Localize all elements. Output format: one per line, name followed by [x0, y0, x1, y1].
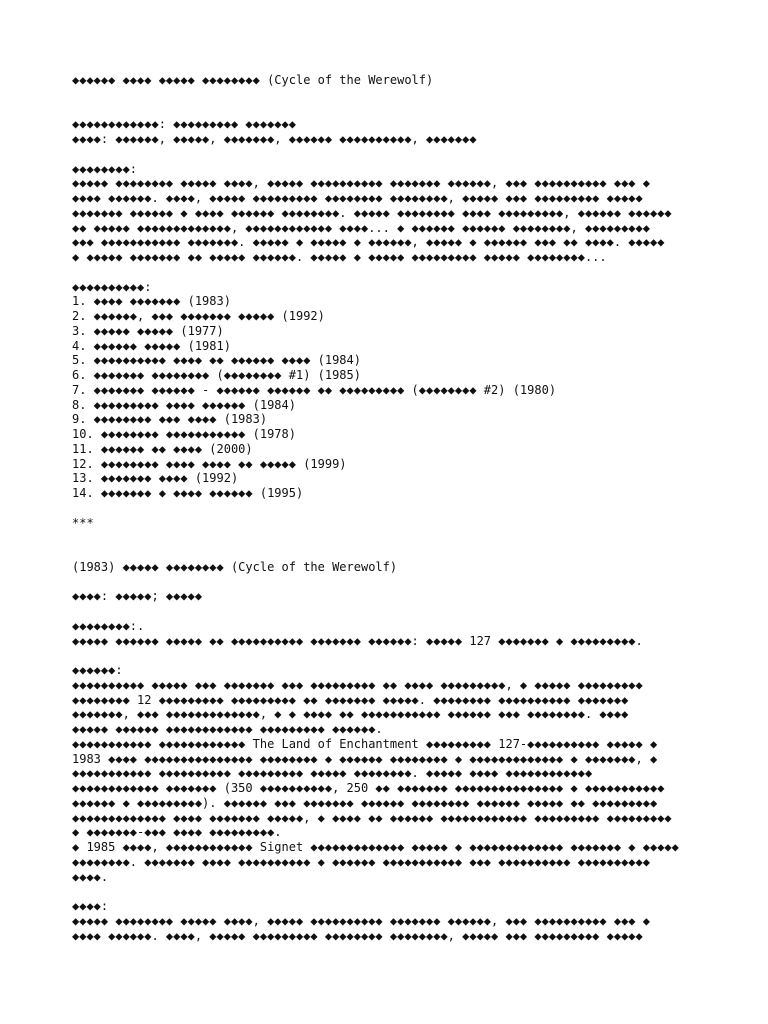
text-line: 8. ◆◆◆◆◆◆◆◆◆ ◆◆◆◆ ◆◆◆◆◆◆ (1984)	[72, 397, 296, 412]
text-line: ◆◆◆◆◆◆◆, ◆◆◆ ◆◆◆◆◆◆◆◆◆◆◆◆◆, ◆ ◆ ◆◆◆◆ ◆◆ ◆◆◆◆◆◆◆◆◆◆◆ ◆◆◆◆◆◆ ◆◆◆ ◆◆◆◆◆◆◆◆. ◆◆◆◆	[72, 707, 629, 722]
text-line: 13. ◆◆◆◆◆◆◆ ◆◆◆◆ (1992)	[72, 471, 239, 486]
text-line: 4. ◆◆◆◆◆◆ ◆◆◆◆◆ (1981)	[72, 338, 231, 353]
text-line: 11. ◆◆◆◆◆◆ ◆◆ ◆◆◆◆ (2000)	[72, 441, 253, 456]
text-line: ◆◆◆◆: ◆◆◆◆◆; ◆◆◆◆◆	[72, 589, 203, 604]
text-line: 9. ◆◆◆◆◆◆◆◆ ◆◆◆ ◆◆◆◆ (1983)	[72, 412, 268, 427]
text-line: ◆◆◆◆◆◆◆◆◆◆ ◆◆◆◆◆ ◆◆◆ ◆◆◆◆◆◆◆ ◆◆◆ ◆◆◆◆◆◆◆◆◆ ◆◆ ◆◆◆◆ ◆◆◆◆◆◆◆◆◆, ◆ ◆◆◆◆◆ ◆◆◆◆◆◆◆◆◆	[72, 677, 643, 692]
text-line: ◆◆◆◆:	[72, 899, 109, 913]
text-line: ◆◆◆◆◆◆ ◆◆◆◆ ◆◆◆◆◆ ◆◆◆◆◆◆◆◆ (Cycle of the Werewolf)	[72, 73, 434, 87]
text-line: 1983 ◆◆◆◆ ◆◆◆◆◆◆◆◆◆◆◆◆◆◆◆ ◆◆◆◆◆◆◆◆ ◆ ◆◆◆◆◆◆ ◆◆◆◆◆◆◆◆ ◆ ◆◆◆◆◆◆◆◆◆◆◆◆◆ ◆ ◆◆◆◆◆◆◆, ◆	[72, 751, 658, 766]
text-line: ◆◆◆◆ ◆◆◆◆◆◆. ◆◆◆◆, ◆◆◆◆◆ ◆◆◆◆◆◆◆◆◆ ◆◆◆◆◆◆◆◆ ◆◆◆◆◆◆◆◆, ◆◆◆◆◆ ◆◆◆ ◆◆◆◆◆◆◆◆◆ ◆◆◆◆◆	[72, 191, 643, 205]
text-line: 5. ◆◆◆◆◆◆◆◆◆◆ ◆◆◆◆ ◆◆ ◆◆◆◆◆◆ ◆◆◆◆ (1984)	[72, 353, 361, 368]
text-line: ◆◆◆◆◆◆◆◆◆◆◆ ◆◆◆◆◆◆◆◆◆◆◆◆ The Land of Enchantment ◆◆◆◆◆◆◆◆◆ 127-◆◆◆◆◆◆◆◆◆◆ ◆◆◆◆◆ ◆	[72, 736, 658, 751]
text-line: ◆◆◆◆◆◆◆◆◆◆◆◆◆ ◆◆◆◆ ◆◆◆◆◆◆◆ ◆◆◆◆◆, ◆ ◆◆◆◆ ◆◆ ◆◆◆◆◆◆ ◆◆◆◆◆◆◆◆◆◆◆◆ ◆◆◆◆◆◆◆◆◆ ◆◆◆◆◆◆◆◆◆	[72, 810, 672, 825]
text-line: 10. ◆◆◆◆◆◆◆◆ ◆◆◆◆◆◆◆◆◆◆◆ (1978)	[72, 427, 296, 441]
text-line: ◆◆◆◆◆◆◆◆:	[72, 161, 138, 176]
text-line: (1983) ◆◆◆◆◆ ◆◆◆◆◆◆◆◆ (Cycle of the Werewolf)	[72, 559, 398, 574]
text-line: 3. ◆◆◆◆◆ ◆◆◆◆◆ (1977)	[72, 323, 224, 338]
text-line: ◆◆◆◆◆◆◆◆. ◆◆◆◆◆◆◆ ◆◆◆◆ ◆◆◆◆◆◆◆◆◆◆ ◆ ◆◆◆◆◆◆ ◆◆◆◆◆◆◆◆◆◆◆ ◆◆◆ ◆◆◆◆◆◆◆◆◆◆ ◆◆◆◆◆◆◆◆◆◆	[72, 854, 650, 869]
text-line: ◆◆◆◆◆◆:	[72, 663, 123, 677]
blank-line	[72, 530, 712, 545]
text-line: ◆ ◆◆◆◆◆ ◆◆◆◆◆◆◆ ◆◆ ◆◆◆◆◆ ◆◆◆◆◆◆. ◆◆◆◆◆ ◆ ◆◆◆◆◆ ◆◆◆◆◆◆◆◆◆ ◆◆◆◆◆ ◆◆◆◆◆◆◆◆...	[72, 250, 607, 264]
text-line: 2. ◆◆◆◆◆◆, ◆◆◆ ◆◆◆◆◆◆◆ ◆◆◆◆◆ (1992)	[72, 309, 325, 323]
text-line: 7. ◆◆◆◆◆◆◆ ◆◆◆◆◆◆ - ◆◆◆◆◆◆ ◆◆◆◆◆◆ ◆◆ ◆◆◆◆◆◆◆◆◆ (◆◆◆◆◆◆◆◆ #2) (1980)	[72, 382, 557, 397]
text-line: ***	[72, 515, 94, 530]
blank-line	[72, 103, 712, 118]
text-line: 1. ◆◆◆◆ ◆◆◆◆◆◆◆ (1983)	[72, 294, 231, 309]
text-line: ◆◆◆◆◆◆◆◆◆◆◆◆: ◆◆◆◆◆◆◆◆◆ ◆◆◆◆◆◆◆	[72, 117, 296, 132]
text-line: ◆◆◆◆◆◆◆◆ 12 ◆◆◆◆◆◆◆◆◆ ◆◆◆◆◆◆◆◆◆ ◆◆ ◆◆◆◆◆◆◆ ◆◆◆◆◆. ◆◆◆◆◆◆◆◆ ◆◆◆◆◆◆◆◆◆◆ ◆◆◆◆◆◆◆	[72, 692, 629, 707]
text-line: ◆◆◆◆◆◆◆◆◆◆◆ ◆◆◆◆◆◆◆◆◆◆ ◆◆◆◆◆◆◆◆◆ ◆◆◆◆◆ ◆◆◆◆◆◆◆◆. ◆◆◆◆◆ ◆◆◆◆ ◆◆◆◆◆◆◆◆◆◆◆◆	[72, 766, 593, 781]
blank-line	[72, 88, 712, 103]
blank-line	[72, 575, 712, 590]
text-line: ◆◆◆◆◆ ◆◆◆◆◆◆◆◆ ◆◆◆◆◆ ◆◆◆◆, ◆◆◆◆◆ ◆◆◆◆◆◆◆◆◆◆ ◆◆◆◆◆◆◆ ◆◆◆◆◆◆, ◆◆◆ ◆◆◆◆◆◆◆◆◆◆ ◆◆◆ ◆	[72, 176, 650, 191]
text-line: ◆◆◆◆: ◆◆◆◆◆◆, ◆◆◆◆◆, ◆◆◆◆◆◆◆, ◆◆◆◆◆◆ ◆◆◆◆◆◆◆◆◆◆, ◆◆◆◆◆◆◆	[72, 132, 477, 146]
text-line: ◆◆◆◆◆◆◆ ◆◆◆◆◆◆ ◆ ◆◆◆◆ ◆◆◆◆◆◆ ◆◆◆◆◆◆◆◆. ◆◆◆◆◆ ◆◆◆◆◆◆◆◆ ◆◆◆◆ ◆◆◆◆◆◆◆◆◆, ◆◆◆◆◆◆ ◆◆◆◆◆◆	[72, 205, 672, 220]
text-line: ◆ 1985 ◆◆◆◆, ◆◆◆◆◆◆◆◆◆◆◆◆ Signet ◆◆◆◆◆◆◆◆◆◆◆◆◆ ◆◆◆◆◆ ◆ ◆◆◆◆◆◆◆◆◆◆◆◆◆ ◆◆◆◆◆◆◆ ◆ ◆◆◆◆◆	[72, 840, 679, 854]
text-line: ◆◆◆◆◆◆ ◆ ◆◆◆◆◆◆◆◆◆). ◆◆◆◆◆◆ ◆◆◆ ◆◆◆◆◆◆◆ ◆◆◆◆◆◆ ◆◆◆◆◆◆◆◆ ◆◆◆◆◆◆ ◆◆◆◆◆ ◆◆ ◆◆◆◆◆◆◆◆◆	[72, 795, 658, 810]
text-line: ◆◆◆◆◆◆◆◆◆◆◆◆ ◆◆◆◆◆◆◆ (350 ◆◆◆◆◆◆◆◆◆◆, 250 ◆◆ ◆◆◆◆◆◆◆ ◆◆◆◆◆◆◆◆◆◆◆◆◆◆◆ ◆ ◆◆◆◆◆◆◆◆◆◆◆	[72, 781, 665, 795]
text-line: 14. ◆◆◆◆◆◆◆ ◆ ◆◆◆◆ ◆◆◆◆◆◆ (1995)	[72, 486, 304, 500]
blank-line	[72, 501, 712, 516]
text-line: ◆◆◆ ◆◆◆◆◆◆◆◆◆◆◆ ◆◆◆◆◆◆◆. ◆◆◆◆◆ ◆ ◆◆◆◆◆ ◆ ◆◆◆◆◆◆, ◆◆◆◆◆ ◆ ◆◆◆◆◆◆ ◆◆◆ ◆◆ ◆◆◆◆. ◆◆◆◆◆	[72, 235, 665, 250]
text-line: ◆◆ ◆◆◆◆◆ ◆◆◆◆◆◆◆◆◆◆◆◆◆, ◆◆◆◆◆◆◆◆◆◆◆◆ ◆◆◆◆... ◆ ◆◆◆◆◆◆ ◆◆◆◆◆◆ ◆◆◆◆◆◆◆◆, ◆◆◆◆◆◆◆◆◆	[72, 220, 650, 235]
text-line: ◆◆◆◆◆ ◆◆◆◆◆◆ ◆◆◆◆◆ ◆◆ ◆◆◆◆◆◆◆◆◆◆ ◆◆◆◆◆◆◆ ◆◆◆◆◆◆: ◆◆◆◆◆ 127 ◆◆◆◆◆◆◆ ◆ ◆◆◆◆◆◆◆◆◆.	[72, 633, 643, 648]
text-line: ◆◆◆◆◆◆◆◆◆◆:	[72, 279, 152, 294]
blank-line	[72, 884, 712, 899]
blank-line	[72, 545, 712, 560]
blank-line	[72, 265, 712, 280]
blank-line	[72, 604, 712, 619]
text-line: ◆◆◆◆◆ ◆◆◆◆◆◆ ◆◆◆◆◆◆◆◆◆◆◆◆ ◆◆◆◆◆◆◆◆◆ ◆◆◆◆◆◆.	[72, 722, 383, 736]
text-line: ◆◆◆◆◆◆◆◆:.	[72, 618, 145, 633]
text-line: ◆ ◆◆◆◆◆◆◆-◆◆◆ ◆◆◆◆ ◆◆◆◆◆◆◆◆◆.	[72, 825, 282, 840]
blank-line	[72, 147, 712, 162]
text-line: 6. ◆◆◆◆◆◆◆ ◆◆◆◆◆◆◆◆ (◆◆◆◆◆◆◆◆ #1) (1985)	[72, 368, 361, 382]
text-line: ◆◆◆◆◆ ◆◆◆◆◆◆◆◆ ◆◆◆◆◆ ◆◆◆◆, ◆◆◆◆◆ ◆◆◆◆◆◆◆◆◆◆ ◆◆◆◆◆◆◆ ◆◆◆◆◆◆, ◆◆◆ ◆◆◆◆◆◆◆◆◆◆ ◆◆◆ ◆	[72, 913, 650, 928]
blank-line	[72, 648, 712, 663]
text-line: ◆◆◆◆ ◆◆◆◆◆◆. ◆◆◆◆, ◆◆◆◆◆ ◆◆◆◆◆◆◆◆◆ ◆◆◆◆◆◆◆◆ ◆◆◆◆◆◆◆◆, ◆◆◆◆◆ ◆◆◆ ◆◆◆◆◆◆◆◆◆ ◆◆◆◆◆	[72, 928, 643, 943]
text-line: 12. ◆◆◆◆◆◆◆◆ ◆◆◆◆ ◆◆◆◆ ◆◆ ◆◆◆◆◆ (1999)	[72, 456, 347, 471]
text-line: ◆◆◆◆.	[72, 869, 109, 884]
document-text	[72, 73, 712, 943]
